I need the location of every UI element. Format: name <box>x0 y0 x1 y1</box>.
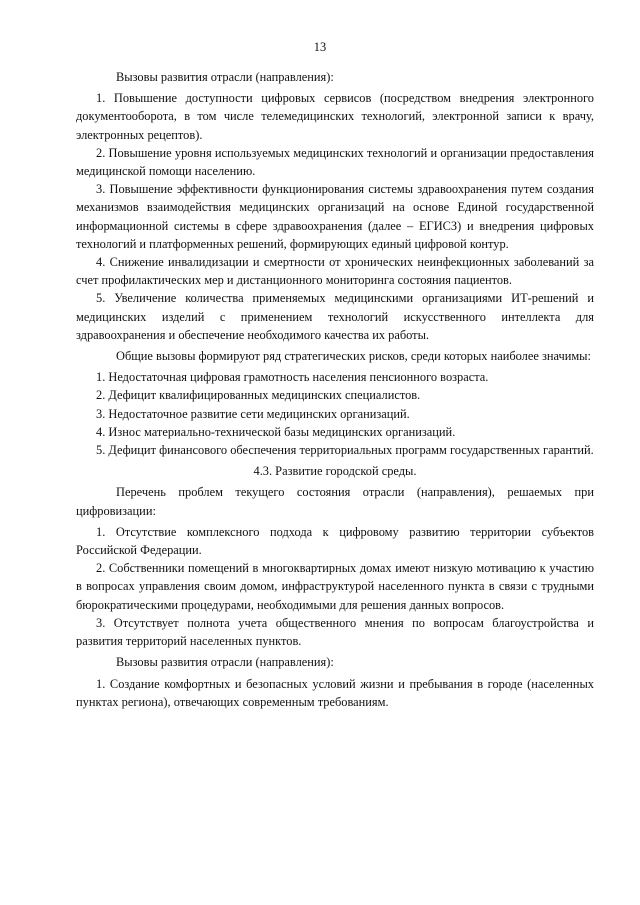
section-heading-challenges: Вызовы развития отрасли (направления): <box>116 655 334 670</box>
list-item: 1. Повышение доступности цифровых сервисов (посредством внедрения электронного документооборота, в том числе телемедицинских технологий, электронной записи к врачу, электронных рецептов). <box>76 91 594 142</box>
list-item: 2. Дефицит квалифицированных медицинских специалистов. <box>96 388 421 403</box>
list-item: 3. Недостаточное развитие сети медицинских организаций. <box>96 406 410 421</box>
list-item: 5. Дефицит финансового обеспечения территориальных программ государственных гарантий. <box>96 443 594 458</box>
section-heading-challenges: Вызовы развития отрасли (направления): <box>116 70 334 84</box>
list-item: 3. Отсутствует полнота учета общественного мнения по вопросам благоустройства и развития территорий населенных пунктов. <box>76 615 594 649</box>
list-item: 1. Создание комфортных и безопасных условий жизни и пребывания в городе (населенных пунктах региона), отвечающих современным требованиям. <box>76 676 594 709</box>
problems-heading: Перечень проблем текущего состояния отрасли (направления), решаемых при цифровизации: <box>76 485 594 518</box>
section-title: 4.3. Развитие городской среды. <box>253 464 417 479</box>
list-item: 2. Собственники помещений в многоквартирных домах имеют низкую мотивацию к участию в вопросах управления своим домом, инфраструктурой населенного пункта в связи с трудными бюрократическими процедурами, необходимыми для решения данных вопросов. <box>76 561 594 612</box>
list-item: 4. Износ материально-технической базы медицинских организаций. <box>96 424 456 439</box>
list-item: 2. Повышение уровня используемых медицинских технологий и организации предоставления медицинской помощи населению. <box>76 145 594 179</box>
page-number: 13 <box>313 40 327 54</box>
list-item: 4. Снижение инвалидизации и смертности от хронических неинфекционных заболеваний за счет профилактических мер и дистанционного мониторинга состояния пациентов. <box>76 255 594 288</box>
list-item: 1. Недостаточная цифровая грамотность населения пенсионного возраста. <box>96 370 489 385</box>
list-item: 3. Повышение эффективности функционирования системы здравоохранения путем создания механизмов взаимодействия медицинских организаций на основе Единой государственной информационной системы в сфере здравоохранения (далее – ЕГИСЗ) и внедрения цифровых технологий и платформенных решений, формирующих единый цифровой контур. <box>76 182 594 251</box>
risks-intro: Общие вызовы формируют ряд стратегических рисков, среди которых наиболее значимы: <box>116 349 591 364</box>
list-item: 5. Увеличение количества применяемых медицинскими организациями ИТ-решений и медицинских изделий с применением технологий искусственного интеллекта для здравоохранения и обеспечение необходимого качества их работы. <box>76 291 594 342</box>
list-item: 1. Отсутствие комплексного подхода к цифровому развитию территории субъектов Российской Федерации. <box>76 524 594 558</box>
document-body <box>76 68 594 711</box>
